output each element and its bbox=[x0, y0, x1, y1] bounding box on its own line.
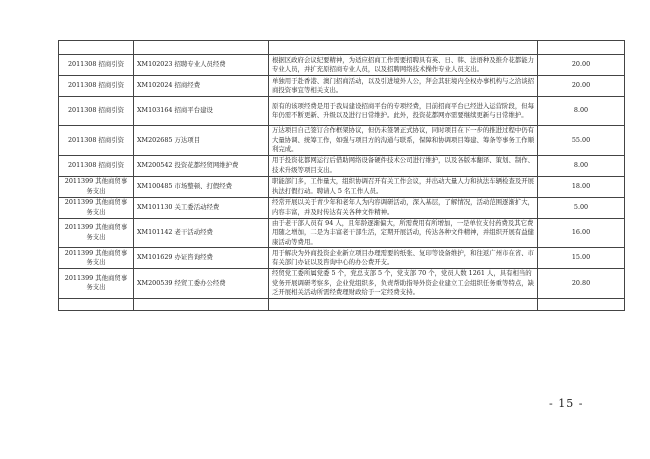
table-row bbox=[59, 155, 625, 176]
item-cell: XM102023 招聘专业人员经费 bbox=[134, 55, 269, 76]
description-cell: 万达项目自己签订合作框架协议，但仍未签署正式协议，同时项目在下一步的推进过程中仍有大量协调、统筹工作，如强与项目方的沟通与联系，保障和协调项目筹建、筹条等事务工作顺利完成。 bbox=[269, 126, 538, 156]
item-cell: XM100485 市场整顿、打假经费 bbox=[134, 176, 269, 197]
category-cell: 2011308 招商引资 bbox=[59, 97, 134, 126]
description-cell bbox=[269, 41, 538, 55]
description-cell: 单独用于赴香港、澳门招商活动，以及引进境外人公，拜会其驻境内全权办事机构与之洽谈招商投资事宜等相关支出。 bbox=[269, 76, 538, 97]
category-cell: 2011308 招商引资 bbox=[59, 155, 134, 176]
amount-cell: 20.80 bbox=[538, 269, 625, 299]
amount-cell: 20.00 bbox=[538, 76, 625, 97]
table-row bbox=[59, 248, 625, 269]
amount-cell: 8.00 bbox=[538, 97, 625, 126]
item-cell: XM101130 关工委活动经费 bbox=[134, 197, 269, 218]
category-cell: 2011399 其他商贸事务支出 bbox=[59, 176, 134, 197]
table-row bbox=[59, 218, 625, 248]
category-cell: 2011308 招商引资 bbox=[59, 76, 134, 97]
budget-table bbox=[58, 40, 625, 311]
table-row bbox=[59, 41, 625, 55]
description-cell: 职能部门多，工作量大，组织协调召开有关工作会议，并出动大量人力和执法车辆检查及开展执法打假行动。聘请人 5 名工作人员。 bbox=[269, 176, 538, 197]
amount-cell: 8.00 bbox=[538, 155, 625, 176]
description-cell: 经常开展以关于青少年和老年人为内容调研活动，深入基层，了解情况，活动范围逐渐扩大，内容丰富，并及时传达有关各种文件精神。 bbox=[269, 197, 538, 218]
category-cell: 2011308 招商引资 bbox=[59, 55, 134, 76]
description-cell: 用于解决为外商投资企业新立项目办理需要的纸张、复印等设备维护，和往返广州市在省、市有关部门办证以及咨询中心的办公费开支。 bbox=[269, 248, 538, 269]
budget-table-body bbox=[59, 41, 625, 311]
description-cell: 由于老干部人员有 94 人，且年龄逐渐偏大，所需费用有所增加，一是单位支付药费及其它费用随之增加，二是为丰富老干部生活，定期开展活动，传达各种文件精神，并组织开展有益健康活动等费用。 bbox=[269, 218, 538, 248]
amount-cell: 16.00 bbox=[538, 218, 625, 248]
description-cell: 根据区政府会议纪要精神，为适应招商工作需要招聘具有英、日、韩、法语种及推介花都能力专业人员，并扩充原招商专业人员，以及招聘网络技术操作专业人员支出。 bbox=[269, 55, 538, 76]
category-cell: 2011399 其他商贸事务支出 bbox=[59, 269, 134, 299]
item-cell: XM200542 投资花都经贸网维护费 bbox=[134, 155, 269, 176]
item-cell: XM101142 老干活动经费 bbox=[134, 218, 269, 248]
amount-cell: 5.00 bbox=[538, 197, 625, 218]
table-row bbox=[59, 97, 625, 126]
amount-cell bbox=[538, 41, 625, 55]
category-cell: 2011399 其他商贸事务支出 bbox=[59, 197, 134, 218]
description-cell bbox=[269, 298, 538, 310]
amount-cell bbox=[538, 298, 625, 310]
item-cell bbox=[134, 41, 269, 55]
table-row bbox=[59, 76, 625, 97]
amount-cell: 15.00 bbox=[538, 248, 625, 269]
item-cell bbox=[134, 298, 269, 310]
description-cell: 原有的该项经费是用于我局建设招商平台的专项经费，目前招商平台已经进入运营阶段，但每年仍需不断更新、升级以及进行日常维护。此外，投资花都网亦需要继续更新与日常维护。 bbox=[269, 97, 538, 126]
amount-cell: 18.00 bbox=[538, 176, 625, 197]
item-cell: XM103164 招商平台建设 bbox=[134, 97, 269, 126]
table-row bbox=[59, 269, 625, 299]
amount-cell: 55.00 bbox=[538, 126, 625, 156]
budget-table-sheet bbox=[58, 40, 614, 311]
category-cell: 2011399 其他商贸事务支出 bbox=[59, 248, 134, 269]
table-row bbox=[59, 126, 625, 156]
item-cell: XM202685 万达项目 bbox=[134, 126, 269, 156]
category-cell: 2011308 招商引资 bbox=[59, 126, 134, 156]
table-row bbox=[59, 55, 625, 76]
amount-cell: 20.00 bbox=[538, 55, 625, 76]
category-cell bbox=[59, 41, 134, 55]
item-cell: XM101629 办证咨询经费 bbox=[134, 248, 269, 269]
category-cell: 2011399 其他商贸事务支出 bbox=[59, 218, 134, 248]
category-cell bbox=[59, 298, 134, 310]
item-cell: XM102024 招商经费 bbox=[134, 76, 269, 97]
table-row bbox=[59, 176, 625, 197]
table-row bbox=[59, 197, 625, 218]
description-cell: 经贸党工委所属党委 5 个，党总支部 5 个，党支部 70 个，党员人数 1261 人，具有相当的党务开展调研考察多，企业党组织多，负责帮助指导外资企业建立工会组织任务重等特点，缺乏开展相关活动所需经费理财政给于一定经费支持。 bbox=[269, 269, 538, 299]
description-cell: 用于投资花都网运行后借助网络设备硬件技术公司进行维护，以及各版本翻译、策划、制作、技术升级等项目支出。 bbox=[269, 155, 538, 176]
item-cell: XM200539 经贸工委办公经费 bbox=[134, 269, 269, 299]
table-row bbox=[59, 298, 625, 310]
page-number: - 15 - bbox=[549, 397, 584, 410]
